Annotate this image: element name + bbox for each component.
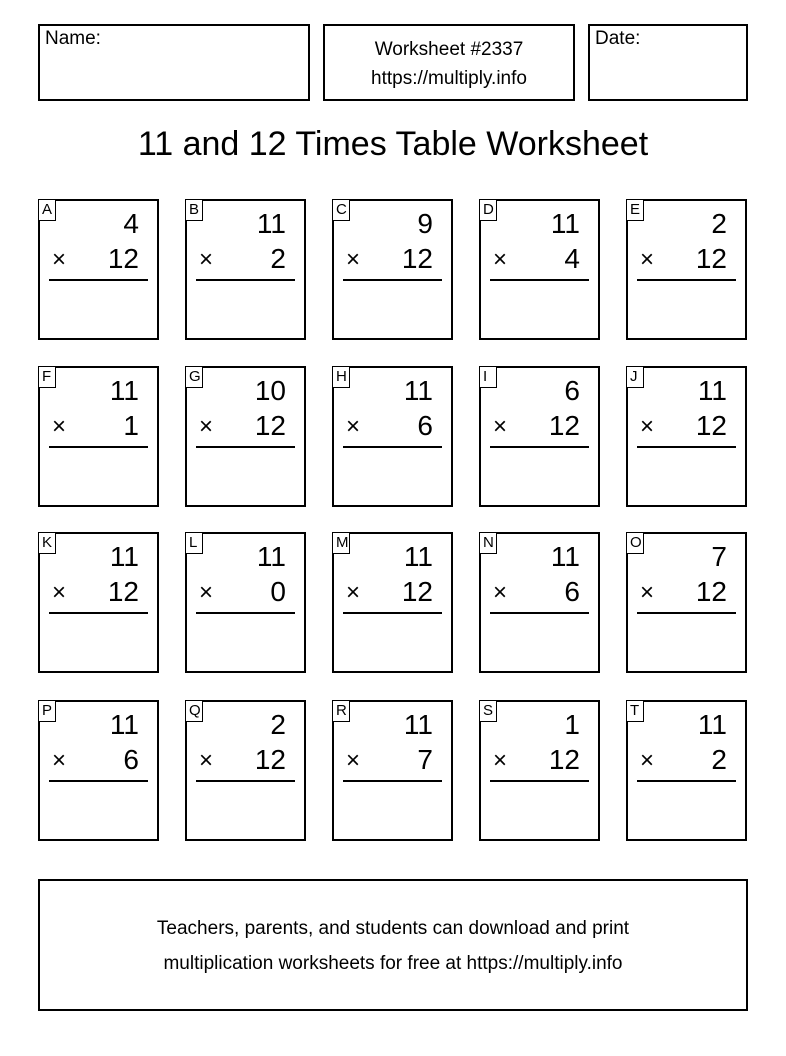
problem-letter: G: [185, 366, 203, 388]
multiplicand: 11: [697, 709, 727, 740]
multiplicand: 11: [256, 541, 286, 572]
multiplicand: 11: [109, 709, 139, 740]
multiply-sign-icon: ×: [52, 747, 67, 774]
answer-rule: [490, 446, 589, 448]
multiply-sign-icon: ×: [493, 246, 508, 273]
multiplicand: 11: [550, 208, 580, 239]
problem-letter: L: [185, 532, 203, 554]
problem-card[interactable]: [38, 532, 159, 673]
page-title: 11 and 12 Times Table Worksheet: [137, 125, 649, 163]
problem-letter: Q: [185, 700, 203, 722]
multiplier: 12: [254, 410, 286, 441]
multiply-sign-icon: ×: [346, 413, 361, 440]
multiply-sign-icon: ×: [52, 579, 67, 606]
problem-card[interactable]: [185, 366, 306, 507]
multiply-sign-icon: ×: [493, 579, 508, 606]
multiply-sign-icon: ×: [640, 246, 655, 273]
multiply-sign-icon: ×: [199, 413, 214, 440]
multiplier: 0: [270, 576, 286, 607]
problem-card[interactable]: [332, 700, 453, 841]
problem-letter: D: [479, 199, 497, 221]
multiplier: 7: [417, 744, 433, 775]
multiplier: 6: [417, 410, 433, 441]
answer-rule: [49, 279, 148, 281]
multiply-sign-icon: ×: [52, 413, 67, 440]
problem-card[interactable]: [185, 199, 306, 340]
problem-letter: F: [38, 366, 56, 388]
multiplier: 12: [548, 744, 580, 775]
footer-note: [38, 879, 748, 1011]
multiplicand: 11: [109, 375, 139, 406]
answer-rule: [490, 780, 589, 782]
multiplier: 12: [401, 576, 433, 607]
date-label: Date:: [595, 28, 641, 49]
problem-card[interactable]: [38, 700, 159, 841]
multiplier: 12: [401, 243, 433, 274]
answer-rule: [49, 612, 148, 614]
problem-letter: A: [38, 199, 56, 221]
multiplier: 12: [254, 744, 286, 775]
problem-card[interactable]: [38, 366, 159, 507]
multiplier: 12: [107, 243, 139, 274]
multiplier: 12: [695, 576, 727, 607]
answer-rule: [196, 446, 295, 448]
worksheet-info-box: [323, 24, 575, 101]
multiplicand: 11: [256, 208, 286, 239]
multiplier: 2: [270, 243, 286, 274]
multiplicand: 9: [417, 208, 433, 239]
multiplier: 6: [564, 576, 580, 607]
answer-rule: [343, 279, 442, 281]
problem-card[interactable]: [332, 532, 453, 673]
problem-card[interactable]: [479, 700, 600, 841]
footer-line-2: multiplication worksheets for free at https://multiply.info: [163, 953, 623, 974]
answer-rule: [49, 780, 148, 782]
answer-rule: [343, 446, 442, 448]
problem-letter: O: [626, 532, 644, 554]
multiplier: 12: [695, 243, 727, 274]
problem-letter: B: [185, 199, 203, 221]
problem-letter: P: [38, 700, 56, 722]
problem-letter: K: [38, 532, 56, 554]
answer-rule: [196, 279, 295, 281]
problem-letter: J: [626, 366, 644, 388]
multiplier: 12: [107, 576, 139, 607]
multiplier: 6: [123, 744, 139, 775]
multiplicand: 11: [109, 541, 139, 572]
problem-card[interactable]: [479, 532, 600, 673]
multiplicand: 11: [403, 375, 433, 406]
multiply-sign-icon: ×: [346, 747, 361, 774]
multiplicand: 11: [550, 541, 580, 572]
problem-card[interactable]: [185, 532, 306, 673]
problem-letter: S: [479, 700, 497, 722]
multiply-sign-icon: ×: [199, 246, 214, 273]
problem-card[interactable]: [185, 700, 306, 841]
name-label: Name:: [45, 28, 101, 49]
answer-rule: [637, 612, 736, 614]
multiplicand: 11: [403, 709, 433, 740]
problem-letter: T: [626, 700, 644, 722]
date-box[interactable]: [588, 24, 748, 101]
multiplicand: 6: [564, 375, 580, 406]
answer-rule: [49, 446, 148, 448]
problem-letter: N: [479, 532, 497, 554]
multiplicand: 4: [123, 208, 139, 239]
worksheet-url: https://multiply.info: [371, 68, 527, 89]
multiply-sign-icon: ×: [199, 747, 214, 774]
multiplier: 2: [711, 744, 727, 775]
multiply-sign-icon: ×: [346, 246, 361, 273]
footer-line-1: Teachers, parents, and students can download and print: [156, 918, 630, 939]
answer-rule: [196, 612, 295, 614]
worksheet-number: Worksheet #2337: [374, 39, 524, 60]
multiply-sign-icon: ×: [493, 413, 508, 440]
multiply-sign-icon: ×: [493, 747, 508, 774]
multiply-sign-icon: ×: [346, 579, 361, 606]
problem-letter: E: [626, 199, 644, 221]
multiplicand: 11: [403, 541, 433, 572]
name-box[interactable]: [38, 24, 310, 101]
problem-card[interactable]: [626, 700, 747, 841]
problem-card[interactable]: [626, 199, 747, 340]
answer-rule: [343, 780, 442, 782]
multiply-sign-icon: ×: [199, 579, 214, 606]
problem-card[interactable]: [332, 366, 453, 507]
problem-card[interactable]: [479, 366, 600, 507]
multiplicand: 2: [270, 709, 286, 740]
multiplicand: 1: [564, 709, 580, 740]
multiply-sign-icon: ×: [640, 747, 655, 774]
answer-rule: [343, 612, 442, 614]
answer-rule: [490, 279, 589, 281]
multiplier: 12: [695, 410, 727, 441]
answer-rule: [637, 279, 736, 281]
problem-card[interactable]: [38, 199, 159, 340]
problem-letter: H: [332, 366, 350, 388]
problem-letter: I: [479, 366, 497, 388]
problem-card[interactable]: [479, 199, 600, 340]
multiplier: 1: [123, 410, 139, 441]
answer-rule: [637, 446, 736, 448]
answer-rule: [637, 780, 736, 782]
multiplicand: 10: [254, 375, 286, 406]
problem-card[interactable]: [332, 199, 453, 340]
problem-letter: C: [332, 199, 350, 221]
answer-rule: [490, 612, 589, 614]
problem-card[interactable]: [626, 366, 747, 507]
multiplicand: 11: [697, 375, 727, 406]
problem-letter: M: [332, 532, 350, 554]
multiplicand: 2: [711, 208, 727, 239]
problem-letter: R: [332, 700, 350, 722]
multiplier: 4: [564, 243, 580, 274]
answer-rule: [196, 780, 295, 782]
multiply-sign-icon: ×: [640, 579, 655, 606]
multiply-sign-icon: ×: [52, 246, 67, 273]
multiplicand: 7: [711, 541, 727, 572]
multiplier: 12: [548, 410, 580, 441]
multiply-sign-icon: ×: [640, 413, 655, 440]
problem-card[interactable]: [626, 532, 747, 673]
